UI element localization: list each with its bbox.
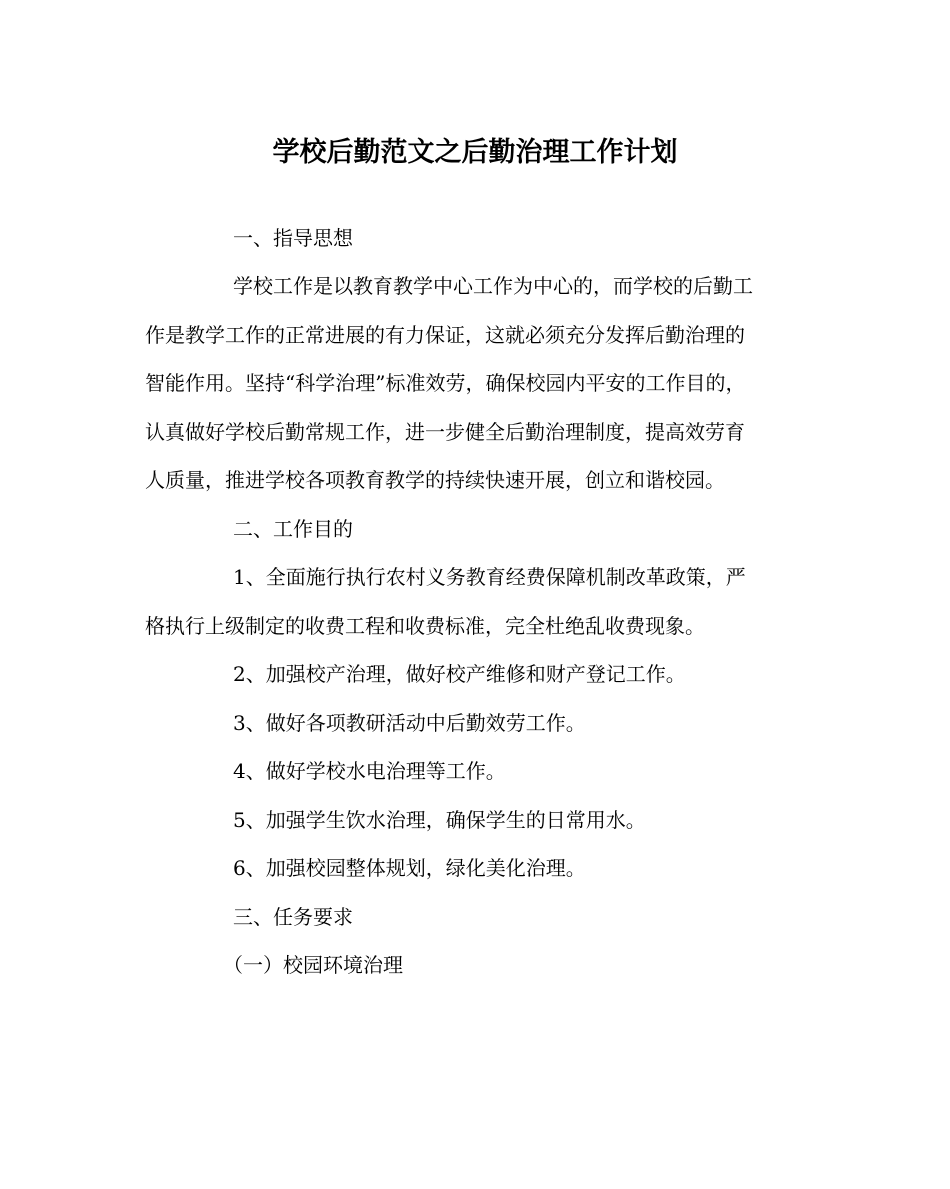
section-heading-guiding-thought — [145, 214, 807, 263]
section-heading-text: 三、任务要求 — [233, 905, 353, 929]
goal-line: 格执行上级制定的收费工程和收费标准，完全杜绝乱收费现象。 — [145, 613, 705, 638]
goal-line: 4、做好学校水电治理等工作。 — [233, 759, 506, 783]
paragraph-line: 人质量，推进学校各项教育教学的持续快速开展，创立和谐校园。 — [145, 468, 725, 492]
section-heading-text: 一、指导思想 — [233, 226, 353, 250]
goal-item-5 — [145, 796, 807, 845]
goal-item-1 — [145, 553, 807, 650]
paragraph-line: 学校工作是以教育教学中心工作为中心的，而学校的后勤工 — [233, 274, 753, 298]
goal-item-4 — [145, 747, 807, 796]
goal-line: 2、加强校产治理，做好校产维修和财产登记工作。 — [233, 662, 686, 686]
section-heading-text: 二、工作目的 — [233, 517, 353, 541]
subsection-heading-text: （一）校园环境治理 — [223, 953, 403, 977]
goal-line: 5、加强学生饮水治理，确保学生的日常用水。 — [233, 808, 646, 832]
paragraph-guiding-thought — [145, 262, 807, 505]
document-title: 学校后勤范文之后勤治理工作计划 — [272, 137, 678, 168]
subsection-heading-campus-environment — [145, 941, 807, 990]
goal-line: 1、全面施行执行农村义务教育经费保障机制改革政策，严 — [233, 565, 746, 589]
paragraph-line: 作是教学工作的正常进展的有力保证，这就必须充分发挥后勤治理的 — [145, 322, 745, 347]
goal-item-3 — [145, 699, 807, 748]
goal-item-2 — [145, 650, 807, 699]
section-heading-task-requirements — [145, 893, 807, 942]
goal-line: 6、加强校园整体规划，绿化美化治理。 — [233, 856, 586, 880]
goal-item-6 — [145, 844, 807, 893]
paragraph-line: 认真做好学校后勤常规工作，进一步健全后勤治理制度，提高效劳育 — [145, 419, 745, 444]
section-heading-work-goals — [145, 505, 807, 554]
goal-line: 3、做好各项教研活动中后勤效劳工作。 — [233, 711, 586, 735]
paragraph-line: 智能作用。坚持“科学治理”标准效劳，确保校园内平安的工作目的， — [145, 371, 746, 395]
